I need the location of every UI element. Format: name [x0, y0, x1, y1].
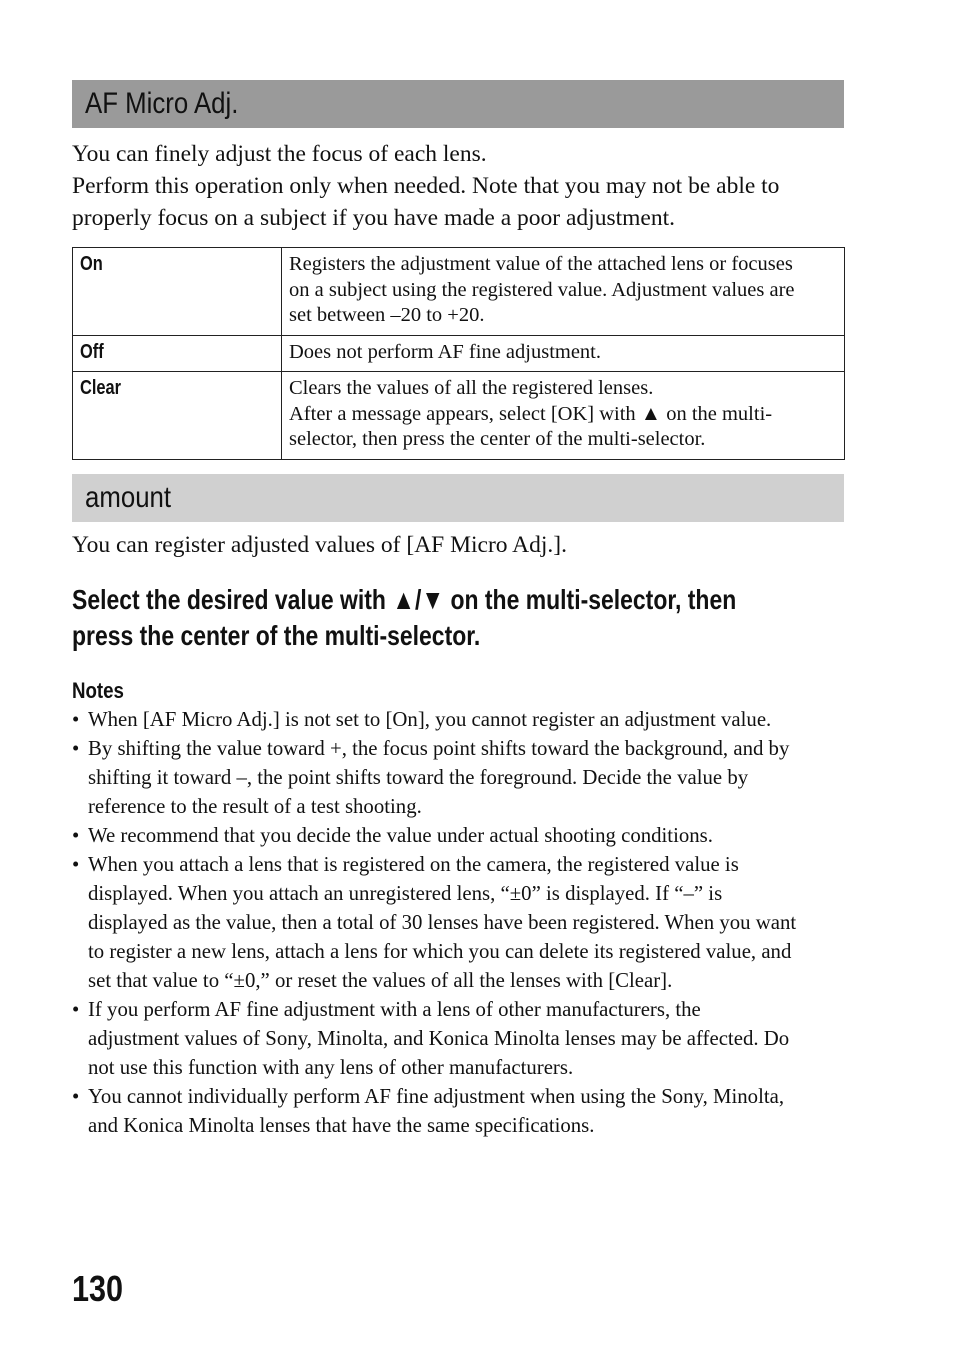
page-number: 130	[72, 1268, 124, 1309]
note-line: reference to the result of a test shooting.	[88, 795, 422, 818]
af-micro-adj-title: AF Micro Adj.	[85, 87, 239, 120]
step-instruction	[72, 582, 810, 654]
table-row-clear	[73, 372, 845, 460]
note-line: When you attach a lens that is registered on the camera, the registered value is	[88, 853, 739, 876]
note-line: not use this function with any lens of other manufacturers.	[88, 1056, 574, 1079]
description-line: on a subject using the registered value. Adjustment values are	[289, 278, 795, 301]
bullet-icon: •	[72, 1085, 80, 1108]
note-line: to register a new lens, attach a lens for which you can delete its registered value, and	[88, 940, 792, 963]
settings-table	[72, 247, 845, 460]
note-item	[72, 705, 847, 734]
note-line: When [AF Micro Adj.] is not set to [On], you cannot register an adjustment value.	[88, 708, 772, 731]
description-line: After a message appears, select [OK] with ▲ on the multi-	[289, 402, 773, 425]
note-item	[72, 1082, 847, 1140]
bullet-icon: •	[72, 853, 80, 876]
note-line: and Konica Minolta lenses that have the same specifications.	[88, 1114, 595, 1137]
note-line: You cannot individually perform AF fine adjustment when using the Sony, Minolta,	[88, 1085, 785, 1108]
note-line: By shifting the value toward +, the focus point shifts toward the background, and by	[88, 737, 790, 760]
setting-description	[282, 335, 845, 372]
note-line: We recommend that you decide the value under actual shooting conditions.	[88, 824, 713, 847]
note-line: adjustment values of Sony, Minolta, and Konica Minolta lenses may be affected. Do	[88, 1027, 790, 1050]
note-line: shifting it toward –, the point shifts toward the foreground. Decide the value by	[88, 766, 749, 789]
table-row-on	[73, 248, 845, 336]
description-line: Does not perform AF fine adjustment.	[289, 340, 602, 363]
setting-key: Off	[80, 340, 104, 363]
step-line: press the center of the multi-selector.	[72, 620, 481, 651]
amount-title: amount	[85, 481, 172, 514]
amount-header	[72, 474, 844, 522]
note-line: displayed as the value, then a total of 30 lenses have been registered. When you want	[88, 911, 797, 934]
description-line: set between –20 to +20.	[289, 304, 485, 326]
intro-line: You can finely adjust the focus of each lens.	[72, 141, 487, 167]
setting-key-cell	[73, 248, 282, 336]
setting-key-cell	[73, 372, 282, 460]
note-item	[72, 850, 847, 995]
amount-description: You can register adjusted values of [AF Micro Adj.].	[72, 532, 567, 558]
description-line: Registers the adjustment value of the attached lens or focuses	[289, 253, 793, 275]
note-line: displayed. When you attach an unregistered lens, “±0” is displayed. If “–” is	[88, 882, 723, 905]
bullet-icon: •	[72, 824, 80, 847]
note-line: set that value to “±0,” or reset the values of all the lenses with [Clear].	[88, 969, 673, 992]
setting-key-cell	[73, 335, 282, 372]
notes-list	[72, 705, 847, 1140]
table-row-off	[73, 335, 845, 372]
bullet-icon: •	[72, 998, 80, 1021]
note-item	[72, 995, 847, 1082]
step-line: Select the desired value with ▲/▼ on the multi-selector, then	[72, 584, 737, 615]
intro-paragraph	[72, 138, 862, 234]
intro-line: Perform this operation only when needed. Note that you may not be able to	[72, 173, 780, 199]
bullet-icon: •	[72, 737, 80, 760]
setting-key: Clear	[80, 377, 122, 399]
af-micro-adj-header	[72, 80, 844, 128]
note-item	[72, 734, 847, 821]
bullet-icon: •	[72, 708, 80, 731]
setting-description	[282, 372, 845, 460]
description-line: Clears the values of all the registered lenses.	[289, 377, 654, 399]
description-line: selector, then press the center of the multi-selector.	[289, 428, 706, 450]
intro-line: properly focus on a subject if you have made a poor adjustment.	[72, 205, 675, 231]
note-line: If you perform AF fine adjustment with a lens of other manufacturers, the	[88, 998, 701, 1021]
notes-heading: Notes	[72, 678, 124, 703]
note-item	[72, 821, 847, 850]
setting-key: On	[80, 253, 103, 275]
setting-description	[282, 248, 845, 336]
